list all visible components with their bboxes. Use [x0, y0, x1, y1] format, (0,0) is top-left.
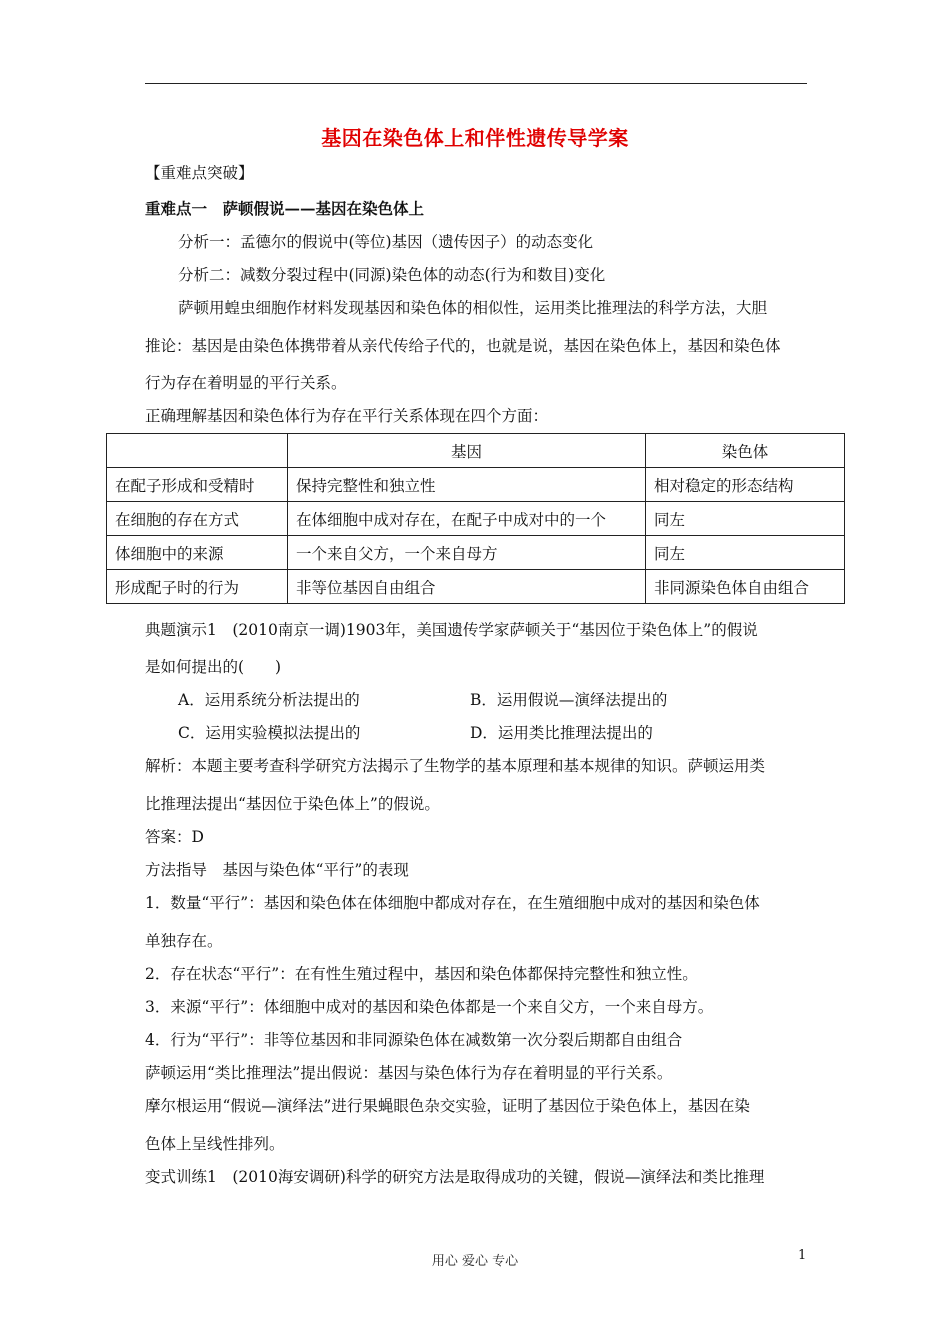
table-cell: 在体细胞中成对存在，在配子中成对中的一个 — [288, 502, 646, 536]
table-header-cell: 染色体 — [646, 434, 845, 468]
table-row — [107, 536, 845, 570]
paragraph-line: 萨顿用蝗虫细胞作材料发现基因和染色体的相似性，运用类比推理法的科学方法，大胆 — [178, 299, 768, 317]
analysis-one: 分析一：孟德尔的假说中(等位)基因（遗传因子）的动态变化 — [178, 233, 594, 251]
option-c: C．运用实验模拟法提出的 — [178, 724, 361, 742]
explanation-line: 比推理法提出“基因位于染色体上”的假说。 — [145, 795, 440, 813]
method-item: 4．行为“平行”：非等位基因和非同源染色体在减数第一次分裂后期都自由组合 — [145, 1031, 683, 1049]
table-header-row — [107, 434, 845, 468]
table-header-cell: 基因 — [288, 434, 646, 468]
page-number: 1 — [798, 1248, 807, 1263]
paragraph-line: 行为存在着明显的平行关系。 — [145, 374, 347, 392]
table-cell: 同左 — [646, 502, 845, 536]
table-row — [107, 570, 845, 604]
table-row — [107, 468, 845, 502]
option-a: A．运用系统分析法提出的 — [178, 691, 360, 709]
table-cell: 相对稳定的形态结构 — [646, 468, 845, 502]
explanation-line: 解析：本题主要考查科学研究方法揭示了生物学的基本原理和基本规律的知识。萨顿运用类 — [145, 757, 766, 775]
section-header: 【重难点突破】 — [145, 164, 254, 182]
table-row — [107, 502, 845, 536]
method-item: 3．来源“平行”：体细胞中成对的基因和染色体都是一个来自父方，一个来自母方。 — [145, 998, 714, 1016]
header-rule — [145, 83, 807, 84]
morgan-line: 色体上呈线性排列。 — [145, 1135, 285, 1153]
example-question-cont: 是如何提出的( ) — [145, 658, 282, 676]
table-cell: 在配子形成和受精时 — [107, 468, 288, 502]
table-intro: 正确理解基因和染色体行为存在平行关系体现在四个方面： — [145, 407, 549, 425]
table-cell: 在细胞的存在方式 — [107, 502, 288, 536]
sutton-summary: 萨顿运用“类比推理法”提出假说：基因与染色体行为存在着明显的平行关系。 — [145, 1064, 673, 1082]
paragraph-line: 推论：基因是由染色体携带着从亲代传给子代的，也就是说，基因在染色体上，基因和染色体 — [145, 337, 781, 355]
table-cell: 非等位基因自由组合 — [288, 570, 646, 604]
method-item-cont: 单独存在。 — [145, 932, 223, 950]
method-item: 2．存在状态“平行”：在有性生殖过程中，基因和染色体都保持完整性和独立性。 — [145, 965, 698, 983]
method-title: 方法指导 基因与染色体“平行”的表现 — [145, 861, 409, 879]
option-b: B．运用假说—演绎法提出的 — [470, 691, 668, 709]
page-footer: 用心 爱心 专心 — [431, 1254, 519, 1269]
table-cell: 一个来自父方，一个来自母方 — [288, 536, 646, 570]
morgan-line: 摩尔根运用“假说—演绎法”进行果蝇眼色杂交实验，证明了基因位于染色体上，基因在染 — [145, 1097, 750, 1115]
key-point-heading: 重难点一 萨顿假说——基因在染色体上 — [145, 199, 425, 218]
table-header-cell — [107, 434, 288, 468]
table-cell: 保持完整性和独立性 — [288, 468, 646, 502]
table-cell: 形成配子时的行为 — [107, 570, 288, 604]
table-cell: 体细胞中的来源 — [107, 536, 288, 570]
variant-training: 变式训练1 (2010海安调研)科学的研究方法是取得成功的关键，假说—演绎法和类比推理 — [145, 1168, 765, 1186]
document-title: 基因在染色体上和伴性遗传导学案 — [321, 126, 629, 150]
table-cell: 非同源染色体自由组合 — [646, 570, 845, 604]
answer-line: 答案：D — [145, 828, 204, 846]
analysis-two: 分析二：减数分裂过程中(同源)染色体的动态(行为和数目)变化 — [178, 266, 606, 284]
comparison-table — [106, 433, 845, 604]
example-question: 典题演示1 (2010南京一调)1903年，美国遗传学家萨顿关于“基因位于染色体上”的假说 — [145, 621, 758, 639]
table-cell: 同左 — [646, 536, 845, 570]
method-item: 1．数量“平行”：基因和染色体在体细胞中都成对存在，在生殖细胞中成对的基因和染色体 — [145, 894, 760, 912]
option-d: D．运用类比推理法提出的 — [470, 724, 653, 742]
